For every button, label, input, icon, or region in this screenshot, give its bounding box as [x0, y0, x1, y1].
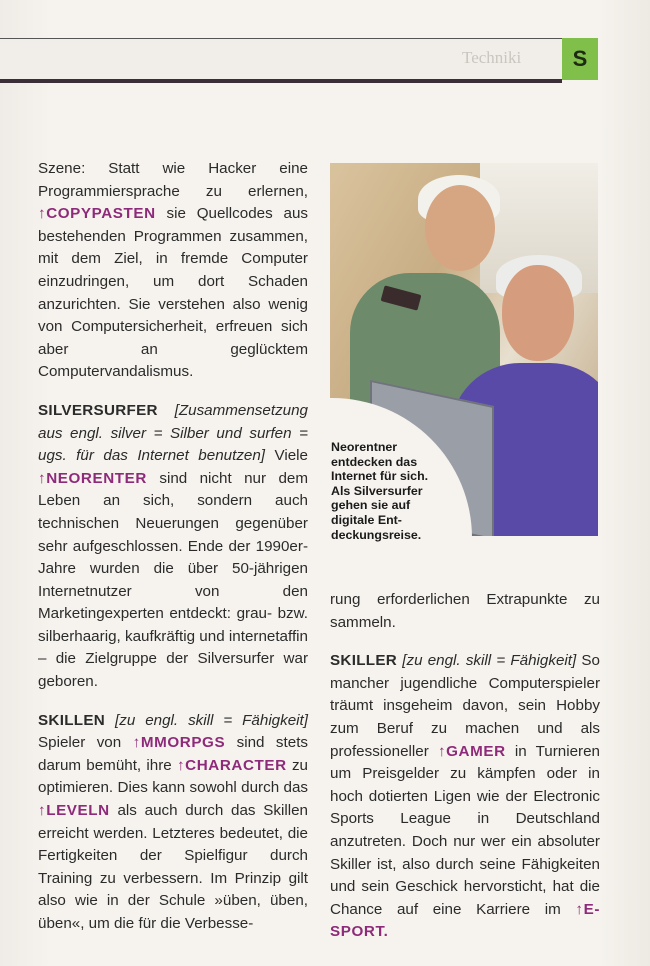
caption-line: digitale Ent- — [331, 512, 402, 527]
photo-caption — [331, 440, 461, 542]
cross-reference-e-sport[interactable]: ↑E-SPORT. — [330, 900, 600, 941]
body-text: zu optimieren. Dies kann sowohl durch das — [38, 756, 308, 797]
header-ghost-text: Techniki — [462, 48, 522, 67]
cross-reference-mmorpgs[interactable]: ↑MMORPGS — [132, 734, 226, 752]
cross-reference-neorenter[interactable]: ↑NEORENTER — [38, 469, 147, 487]
left-column — [38, 158, 308, 936]
cross-reference-character[interactable]: ↑CHARACTER — [176, 756, 287, 774]
caption-line: deckungsreise. — [331, 527, 422, 542]
entry-silversurfer — [38, 400, 308, 694]
letter-tab[interactable] — [562, 38, 598, 80]
body-text: rung erforderlichen Extrapunkte zu sammeln. — [330, 591, 600, 631]
body-text: Viele — [265, 447, 309, 465]
cross-reference-copypasten[interactable]: ↑COPYPASTEN — [38, 205, 156, 223]
entry-etymology: [zu engl. skill = Fähigkeit] — [397, 652, 577, 670]
body-text: Spieler von — [38, 734, 133, 752]
body-text: Szene: Statt wie Hacker eine Programmiersprache zu erlernen, — [38, 160, 308, 200]
caption-line: gehen sie auf — [331, 498, 411, 513]
body-text: sie Quellcodes aus bestehenden Programmen zusammen, mit dem Ziel, in fremde Computer einzudringen, um dort Schaden anzurichten. Sie verstehen also wenig von Computersicherheit, erfreuen sich aber an geglücktem Computervandalismus. — [38, 205, 308, 381]
caption-line: Als Silversurfer — [331, 483, 423, 498]
cross-reference-leveln[interactable]: ↑LEVELN — [38, 802, 110, 820]
entry-etymology: [zu engl. skill = Fähigkeit] — [105, 711, 308, 729]
caption-line: Neorentner — [331, 440, 398, 454]
entry-skillen-continued — [330, 589, 600, 634]
body-text: So mancher jugendliche Computerspieler träumt insgeheim davon, sein Hobby zum Beruf zu machen und als professioneller — [330, 652, 600, 760]
entry-etymology: [Zusammensetzung aus engl. silver = Silber und surfen = ugs. für das Internet benutzen] — [38, 401, 308, 465]
cross-reference-gamer[interactable]: ↑GAMER — [437, 742, 506, 760]
entry-paragraph-copypasten — [38, 158, 308, 384]
entry-keyword: SKILLEN — [38, 711, 106, 729]
body-text: als auch durch das Skillen erreicht werden. Letzteres bedeutet, die Fertigkeiten der Spielfigur durch Training zu verbessern. Im Prinzip gilt also wie in der Schule »üben, üben, üben«, um die für die Verbesse- — [38, 802, 308, 932]
letter-tab-label: S — [572, 46, 588, 71]
caption-line: Internet für sich. — [331, 469, 429, 484]
body-text: sind stets darum bemüht, ihre — [38, 734, 309, 774]
right-column — [330, 589, 600, 944]
caption-line: entdecken das — [331, 454, 418, 469]
body-text: in Turnieren um Preisgelder zu kämpfen oder in hoch dotierten Ligen wie der Electronic Sports League in Deutschland anzutreten. Doch nur wer ein absoluter Skiller ist, also durch seine Fähigkeiten und sein Geschick hervorsticht, hat die Chance auf eine Karriere im — [330, 742, 601, 918]
entry-skiller — [330, 650, 600, 944]
body-text: sind nicht nur dem Leben an sich, sondern auch technischen Neuerungen gegenüber sehr aufgeschlossen. Ende der 1990er-Jahre wurden die über 50-jährigen Internetnutzer von den Marketingexperten entdeckt: grau- bzw. silberhaarig, kaufkräftig und internetaffin – die Zielgruppe der Silversurfer war geboren. — [38, 469, 308, 691]
entry-skillen — [38, 710, 308, 936]
entry-keyword: SKILLER — [330, 652, 398, 670]
entry-keyword: SILVERSURFER — [38, 401, 158, 419]
